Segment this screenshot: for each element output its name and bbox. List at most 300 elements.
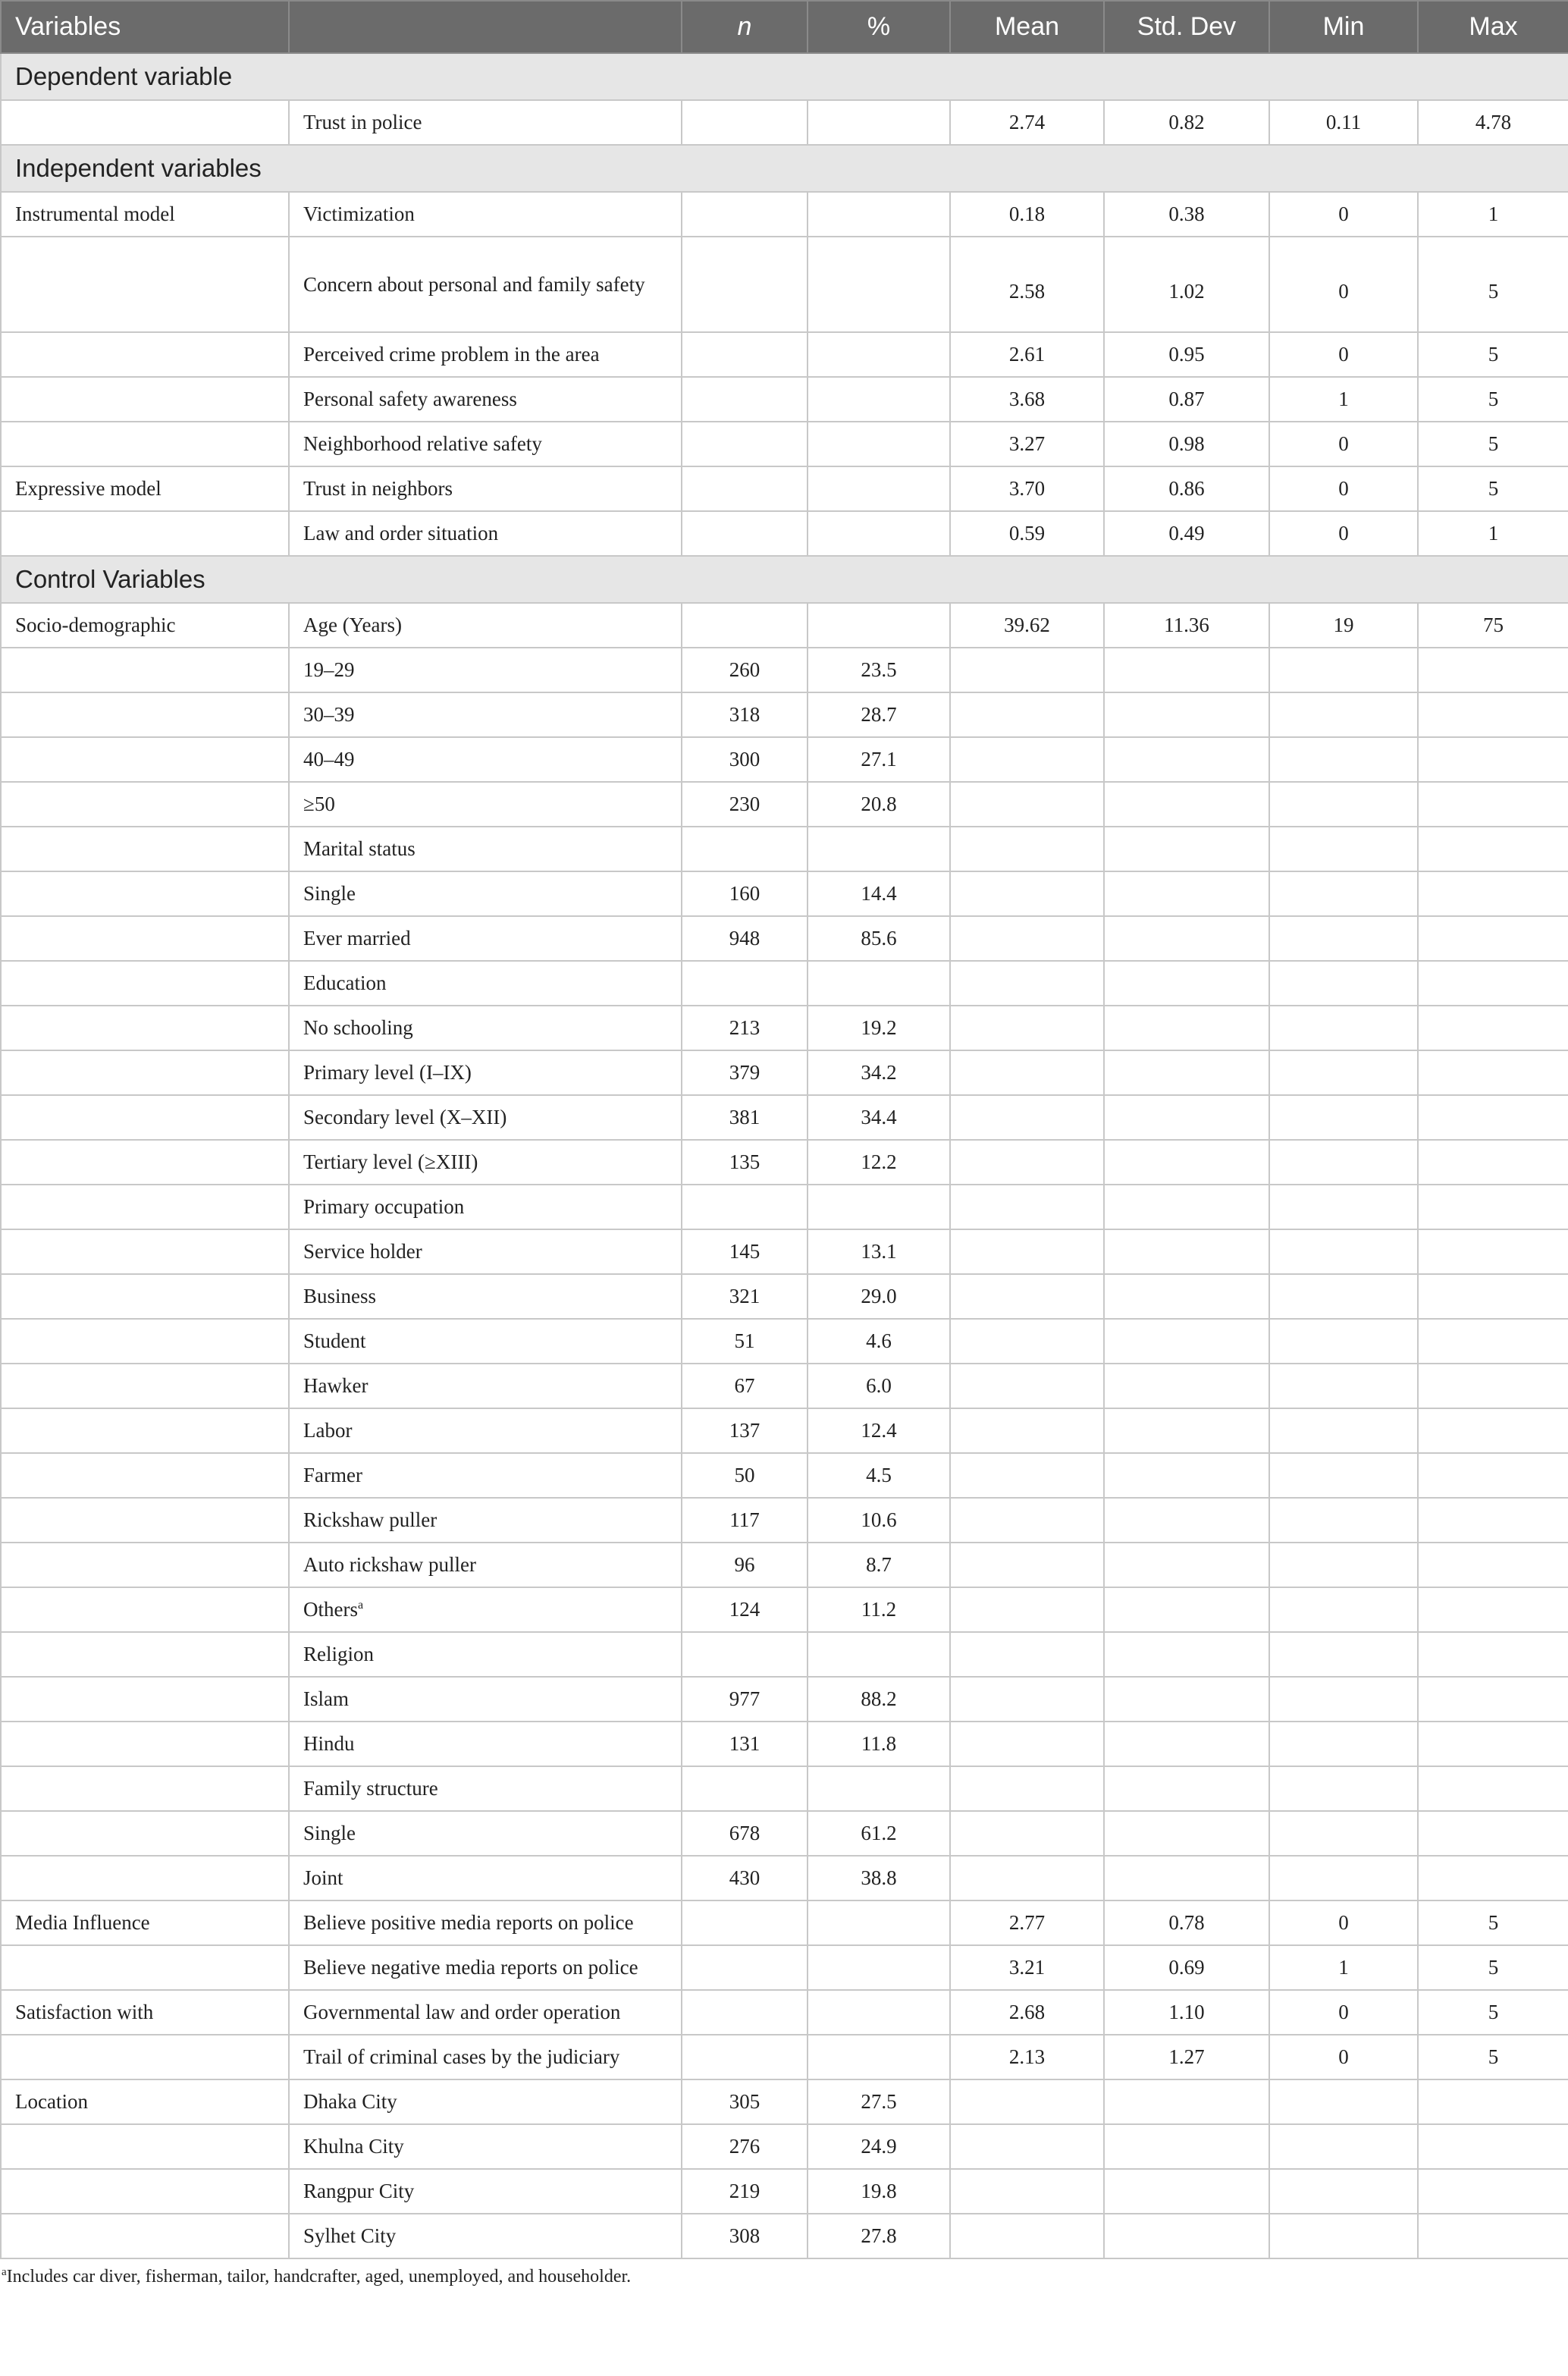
mean-cell <box>950 1677 1104 1722</box>
table-row <box>1 782 1568 827</box>
mean-cell: 3.21 <box>950 1945 1104 1990</box>
pct-cell <box>808 192 950 237</box>
pct-cell: 27.5 <box>808 2079 950 2124</box>
n-cell <box>682 100 808 145</box>
n-cell: 135 <box>682 1140 808 1185</box>
max-cell <box>1418 1140 1568 1185</box>
group-cell <box>1 737 289 782</box>
variable-label: Law and order situation <box>289 511 682 556</box>
pct-cell: 27.8 <box>808 2214 950 2258</box>
table-row <box>1 1722 1568 1766</box>
category-label: Single <box>289 871 682 916</box>
group-cell <box>1 100 289 145</box>
mean-cell <box>950 827 1104 871</box>
sd-cell: 0.78 <box>1104 1900 1269 1945</box>
n-cell <box>682 1632 808 1677</box>
category-label: No schooling <box>289 1006 682 1050</box>
table-row <box>1 422 1568 466</box>
mean-cell <box>950 2079 1104 2124</box>
max-cell: 5 <box>1418 1990 1568 2035</box>
pct-cell: 12.2 <box>808 1140 950 1185</box>
group-cell <box>1 1408 289 1453</box>
pct-cell <box>808 237 950 332</box>
n-cell: 948 <box>682 916 808 961</box>
min-cell <box>1269 2124 1418 2169</box>
min-cell: 0 <box>1269 511 1418 556</box>
min-cell <box>1269 1453 1418 1498</box>
table-row <box>1 2124 1568 2169</box>
pct-cell: 61.2 <box>808 1811 950 1856</box>
min-cell <box>1269 961 1418 1006</box>
sd-cell: 0.95 <box>1104 332 1269 377</box>
mean-cell: 0.59 <box>950 511 1104 556</box>
group-cell <box>1 1140 289 1185</box>
mean-cell <box>950 1811 1104 1856</box>
sd-cell: 0.69 <box>1104 1945 1269 1990</box>
min-cell <box>1269 1587 1418 1632</box>
pct-cell: 11.2 <box>808 1587 950 1632</box>
group-cell <box>1 648 289 692</box>
max-cell: 5 <box>1418 2035 1568 2079</box>
table-row <box>1 827 1568 871</box>
sd-cell <box>1104 1632 1269 1677</box>
header-n: n <box>682 1 808 53</box>
table-row <box>1 1990 1568 2035</box>
group-cell <box>1 1498 289 1543</box>
max-cell <box>1418 827 1568 871</box>
n-cell: 213 <box>682 1006 808 1050</box>
mean-cell <box>950 1722 1104 1766</box>
variable-label: Victimization <box>289 192 682 237</box>
mean-cell <box>950 737 1104 782</box>
max-cell <box>1418 1319 1568 1364</box>
min-cell <box>1269 1677 1418 1722</box>
group-cell <box>1 2035 289 2079</box>
group-cell: Media Influence <box>1 1900 289 1945</box>
header-variables: Variables <box>1 1 289 53</box>
variable-label: Trail of criminal cases by the judiciary <box>289 2035 682 2079</box>
pct-cell <box>808 1945 950 1990</box>
category-label: Labor <box>289 1408 682 1453</box>
max-cell: 5 <box>1418 377 1568 422</box>
n-cell: 230 <box>682 782 808 827</box>
max-cell <box>1418 1050 1568 1095</box>
pct-cell: 11.8 <box>808 1722 950 1766</box>
table-row <box>1 1543 1568 1587</box>
sd-cell <box>1104 1587 1269 1632</box>
n-cell: 977 <box>682 1677 808 1722</box>
n-cell <box>682 1900 808 1945</box>
category-label: Service holder <box>289 1229 682 1274</box>
sd-cell: 0.49 <box>1104 511 1269 556</box>
mean-cell: 39.62 <box>950 603 1104 648</box>
pct-cell: 38.8 <box>808 1856 950 1900</box>
mean-cell <box>950 1185 1104 1229</box>
variable-label: Dhaka City <box>289 2079 682 2124</box>
n-cell: 276 <box>682 2124 808 2169</box>
pct-cell <box>808 332 950 377</box>
table-row <box>1 1587 1568 1632</box>
category-label: Ever married <box>289 916 682 961</box>
min-cell: 0 <box>1269 2035 1418 2079</box>
category-label: 30–39 <box>289 692 682 737</box>
min-cell <box>1269 1543 1418 1587</box>
table-row <box>1 1274 1568 1319</box>
max-cell <box>1418 1766 1568 1811</box>
pct-cell: 27.1 <box>808 737 950 782</box>
pct-cell: 12.4 <box>808 1408 950 1453</box>
n-cell: 300 <box>682 737 808 782</box>
others-label: Others <box>303 1598 358 1621</box>
group-cell <box>1 1319 289 1364</box>
mean-cell: 3.68 <box>950 377 1104 422</box>
mean-cell <box>950 2169 1104 2214</box>
max-cell <box>1418 782 1568 827</box>
mean-cell <box>950 2214 1104 2258</box>
group-cell <box>1 422 289 466</box>
min-cell <box>1269 1140 1418 1185</box>
max-cell <box>1418 2124 1568 2169</box>
category-label: Islam <box>289 1677 682 1722</box>
sd-cell: 0.86 <box>1104 466 1269 511</box>
max-cell: 4.78 <box>1418 100 1568 145</box>
pct-cell: 10.6 <box>808 1498 950 1543</box>
group-cell <box>1 1050 289 1095</box>
table-row <box>1 737 1568 782</box>
table-row <box>1 1364 1568 1408</box>
n-cell <box>682 332 808 377</box>
pct-cell <box>808 377 950 422</box>
sd-cell <box>1104 871 1269 916</box>
table-row <box>1 1900 1568 1945</box>
max-cell <box>1418 1185 1568 1229</box>
max-cell: 5 <box>1418 332 1568 377</box>
max-cell <box>1418 692 1568 737</box>
sd-cell <box>1104 1140 1269 1185</box>
header-max: Max <box>1418 1 1568 53</box>
table-row <box>1 1095 1568 1140</box>
min-cell: 0 <box>1269 237 1418 332</box>
min-cell: 0 <box>1269 422 1418 466</box>
category-label: ≥50 <box>289 782 682 827</box>
header-row <box>1 1 1568 53</box>
n-cell: 96 <box>682 1543 808 1587</box>
n-cell: 50 <box>682 1453 808 1498</box>
table-row <box>1 1229 1568 1274</box>
sd-cell <box>1104 648 1269 692</box>
sd-cell <box>1104 1722 1269 1766</box>
group-cell <box>1 827 289 871</box>
pct-cell: 23.5 <box>808 648 950 692</box>
sd-cell <box>1104 1006 1269 1050</box>
pct-cell: 4.5 <box>808 1453 950 1498</box>
max-cell: 5 <box>1418 466 1568 511</box>
mean-cell: 2.77 <box>950 1900 1104 1945</box>
group-cell <box>1 511 289 556</box>
group-cell <box>1 1453 289 1498</box>
variable-label: Sylhet City <box>289 2214 682 2258</box>
category-label: Joint <box>289 1856 682 1900</box>
max-cell: 1 <box>1418 511 1568 556</box>
group-cell <box>1 1945 289 1990</box>
pct-cell: 19.2 <box>808 1006 950 1050</box>
pct-cell: 85.6 <box>808 916 950 961</box>
section-independent: Independent variables <box>1 145 1568 192</box>
group-cell <box>1 2124 289 2169</box>
mean-cell: 2.74 <box>950 100 1104 145</box>
max-cell <box>1418 1677 1568 1722</box>
mean-cell <box>950 1319 1104 1364</box>
section-row <box>1 556 1568 603</box>
table-footnote <box>0 2259 1568 2287</box>
n-cell <box>682 827 808 871</box>
pct-cell <box>808 1900 950 1945</box>
variable-label: Personal safety awareness <box>289 377 682 422</box>
min-cell <box>1269 1319 1418 1364</box>
table-row <box>1 332 1568 377</box>
mean-cell: 0.18 <box>950 192 1104 237</box>
group-cell <box>1 1095 289 1140</box>
n-cell <box>682 511 808 556</box>
group-cell <box>1 1587 289 1632</box>
mean-cell <box>950 1274 1104 1319</box>
sd-cell <box>1104 961 1269 1006</box>
table-row <box>1 916 1568 961</box>
sd-cell <box>1104 737 1269 782</box>
mean-cell <box>950 1632 1104 1677</box>
pct-cell: 14.4 <box>808 871 950 916</box>
table-row <box>1 1453 1568 1498</box>
table-row <box>1 237 1568 332</box>
category-label: Secondary level (X–XII) <box>289 1095 682 1140</box>
n-cell: 318 <box>682 692 808 737</box>
max-cell <box>1418 1632 1568 1677</box>
variable-label: Khulna City <box>289 2124 682 2169</box>
variable-label: Believe negative media reports on police <box>289 1945 682 1990</box>
group-cell <box>1 1229 289 1274</box>
sd-cell <box>1104 916 1269 961</box>
min-cell <box>1269 782 1418 827</box>
variable-label: Marital status <box>289 827 682 871</box>
table-row <box>1 1140 1568 1185</box>
pct-cell <box>808 1185 950 1229</box>
min-cell <box>1269 1185 1418 1229</box>
mean-cell: 3.27 <box>950 422 1104 466</box>
sd-cell: 0.82 <box>1104 100 1269 145</box>
table-row <box>1 100 1568 145</box>
max-cell: 5 <box>1418 422 1568 466</box>
n-cell: 219 <box>682 2169 808 2214</box>
sd-cell <box>1104 2214 1269 2258</box>
table-row <box>1 1319 1568 1364</box>
mean-cell <box>950 916 1104 961</box>
group-cell <box>1 961 289 1006</box>
min-cell <box>1269 1364 1418 1408</box>
group-cell <box>1 692 289 737</box>
group-cell <box>1 1766 289 1811</box>
footnote-mark: a <box>2 2266 7 2278</box>
mean-cell: 2.58 <box>950 237 1104 332</box>
category-label: Hindu <box>289 1722 682 1766</box>
group-cell: Satisfaction with <box>1 1990 289 2035</box>
sd-cell: 1.27 <box>1104 2035 1269 2079</box>
pct-cell <box>808 2035 950 2079</box>
max-cell <box>1418 961 1568 1006</box>
mean-cell <box>950 1364 1104 1408</box>
max-cell <box>1418 916 1568 961</box>
n-cell <box>682 1990 808 2035</box>
mean-cell <box>950 1095 1104 1140</box>
max-cell <box>1418 1543 1568 1587</box>
group-cell <box>1 377 289 422</box>
mean-cell <box>950 648 1104 692</box>
mean-cell <box>950 1856 1104 1900</box>
max-cell: 5 <box>1418 237 1568 332</box>
table-row <box>1 1766 1568 1811</box>
sd-cell <box>1104 1274 1269 1319</box>
header-blank <box>289 1 682 53</box>
max-cell: 1 <box>1418 192 1568 237</box>
mean-cell <box>950 2124 1104 2169</box>
group-cell <box>1 1006 289 1050</box>
mean-cell <box>950 961 1104 1006</box>
table-row <box>1 2214 1568 2258</box>
pct-cell <box>808 422 950 466</box>
category-label <box>289 1587 682 1632</box>
min-cell <box>1269 2169 1418 2214</box>
pct-cell <box>808 961 950 1006</box>
n-cell: 308 <box>682 2214 808 2258</box>
min-cell <box>1269 648 1418 692</box>
min-cell <box>1269 1274 1418 1319</box>
sd-cell <box>1104 1095 1269 1140</box>
n-cell: 260 <box>682 648 808 692</box>
pct-cell <box>808 1632 950 1677</box>
mean-cell <box>950 1587 1104 1632</box>
sd-cell <box>1104 1229 1269 1274</box>
pct-cell: 8.7 <box>808 1543 950 1587</box>
max-cell <box>1418 1811 1568 1856</box>
variable-label: Concern about personal and family safety <box>289 237 682 332</box>
pct-cell: 34.4 <box>808 1095 950 1140</box>
min-cell <box>1269 916 1418 961</box>
table-row <box>1 871 1568 916</box>
n-cell <box>682 377 808 422</box>
group-cell <box>1 332 289 377</box>
sd-cell <box>1104 1453 1269 1498</box>
n-cell <box>682 1945 808 1990</box>
pct-cell <box>808 603 950 648</box>
sd-cell <box>1104 1050 1269 1095</box>
n-cell <box>682 961 808 1006</box>
table-row <box>1 192 1568 237</box>
header-percent: % <box>808 1 950 53</box>
mean-cell <box>950 1229 1104 1274</box>
sd-cell <box>1104 827 1269 871</box>
table-row <box>1 603 1568 648</box>
header-std-dev: Std. Dev <box>1104 1 1269 53</box>
table-row <box>1 2169 1568 2214</box>
pct-cell: 34.2 <box>808 1050 950 1095</box>
sd-cell <box>1104 1498 1269 1543</box>
min-cell <box>1269 871 1418 916</box>
min-cell: 0 <box>1269 1990 1418 2035</box>
n-cell: 381 <box>682 1095 808 1140</box>
max-cell <box>1418 737 1568 782</box>
mean-cell <box>950 1766 1104 1811</box>
mean-cell <box>950 1543 1104 1587</box>
min-cell <box>1269 1856 1418 1900</box>
sd-cell <box>1104 2079 1269 2124</box>
n-cell: 67 <box>682 1364 808 1408</box>
n-cell: 321 <box>682 1274 808 1319</box>
sd-cell: 1.10 <box>1104 1990 1269 2035</box>
mean-cell <box>950 782 1104 827</box>
group-cell: Instrumental model <box>1 192 289 237</box>
max-cell <box>1418 1274 1568 1319</box>
group-cell <box>1 1185 289 1229</box>
mean-cell <box>950 1408 1104 1453</box>
category-label: Primary level (I–IX) <box>289 1050 682 1095</box>
n-cell: 51 <box>682 1319 808 1364</box>
min-cell: 0 <box>1269 1900 1418 1945</box>
max-cell <box>1418 1498 1568 1543</box>
table-row <box>1 466 1568 511</box>
group-cell <box>1 782 289 827</box>
category-label: 40–49 <box>289 737 682 782</box>
n-cell: 124 <box>682 1587 808 1632</box>
n-cell <box>682 1185 808 1229</box>
group-cell <box>1 1856 289 1900</box>
mean-cell <box>950 1453 1104 1498</box>
max-cell <box>1418 2214 1568 2258</box>
category-label: Student <box>289 1319 682 1364</box>
n-cell <box>682 1766 808 1811</box>
table-row <box>1 1811 1568 1856</box>
pct-cell: 28.7 <box>808 692 950 737</box>
pct-cell <box>808 511 950 556</box>
min-cell: 1 <box>1269 377 1418 422</box>
group-cell <box>1 2214 289 2258</box>
min-cell <box>1269 1006 1418 1050</box>
min-cell <box>1269 1632 1418 1677</box>
max-cell: 75 <box>1418 603 1568 648</box>
table-row <box>1 692 1568 737</box>
n-cell <box>682 192 808 237</box>
footnote-text: Includes car diver, fisherman, tailor, handcrafter, aged, unemployed, and householder. <box>6 2267 632 2287</box>
sd-cell <box>1104 2169 1269 2214</box>
n-cell <box>682 466 808 511</box>
category-label: Auto rickshaw puller <box>289 1543 682 1587</box>
min-cell <box>1269 1095 1418 1140</box>
pct-cell: 6.0 <box>808 1364 950 1408</box>
group-cell <box>1 2169 289 2214</box>
mean-cell <box>950 871 1104 916</box>
n-cell: 117 <box>682 1498 808 1543</box>
min-cell: 0 <box>1269 332 1418 377</box>
category-label: Hawker <box>289 1364 682 1408</box>
mean-cell <box>950 1498 1104 1543</box>
variable-label: Perceived crime problem in the area <box>289 332 682 377</box>
n-cell: 160 <box>682 871 808 916</box>
min-cell: 1 <box>1269 1945 1418 1990</box>
sd-cell: 1.02 <box>1104 237 1269 332</box>
n-cell <box>682 422 808 466</box>
table-row <box>1 1185 1568 1229</box>
min-cell <box>1269 1498 1418 1543</box>
n-cell: 379 <box>682 1050 808 1095</box>
table-row <box>1 961 1568 1006</box>
